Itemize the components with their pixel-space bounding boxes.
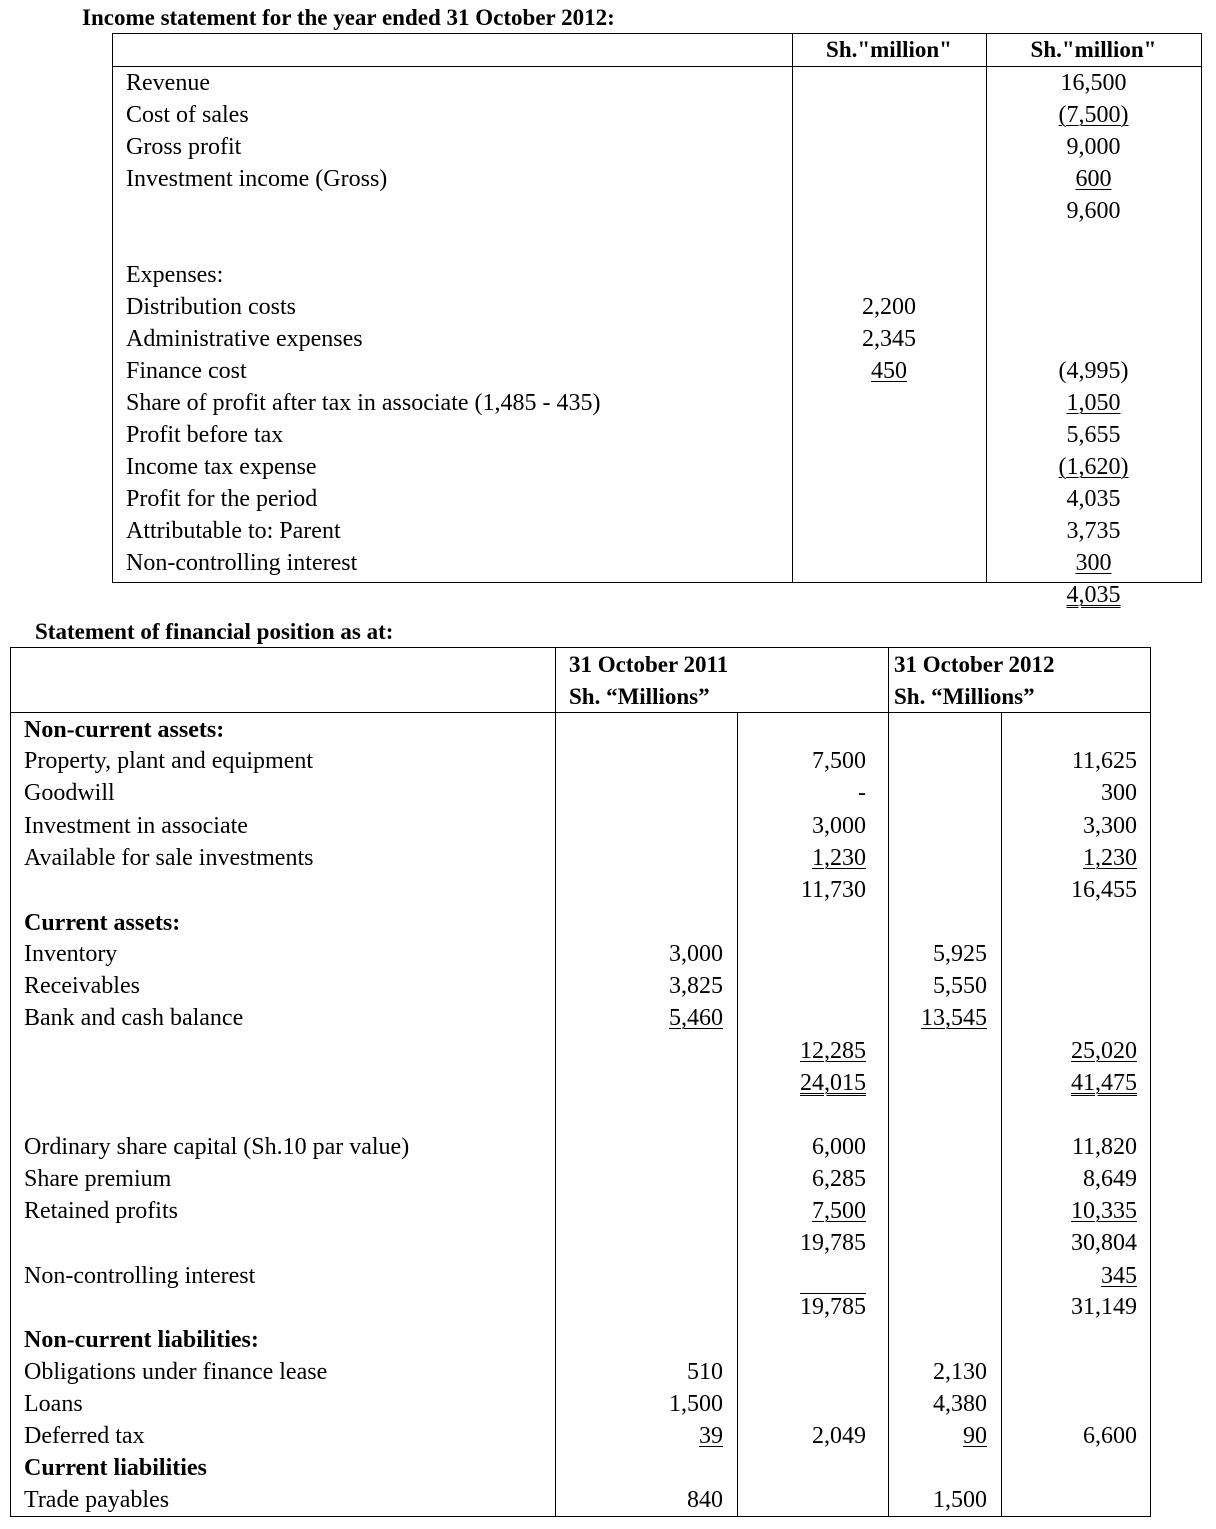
income-row-value-col2: (1,620) xyxy=(1058,454,1129,480)
fp-row-value-c: 5,550 xyxy=(933,973,987,999)
income-row-value-col2: 600 xyxy=(1075,166,1112,192)
fp-row-label: Available for sale investments xyxy=(24,845,314,871)
fp-row-value-c: 5,925 xyxy=(933,941,987,967)
fp-row-label: Receivables xyxy=(24,973,140,999)
income-row-value-col2: 9,600 xyxy=(1066,198,1121,224)
income-row-label: Distribution costs xyxy=(126,294,297,320)
fp-header-2012-unit: Sh. “Millions” xyxy=(894,684,1035,709)
fp-row-value-a: 1,500 xyxy=(669,1391,723,1417)
fp-row-value-b: 6,285 xyxy=(812,1166,866,1192)
fp-row-value-b: 24,015 xyxy=(800,1070,866,1096)
fp-row-value-c: 13,545 xyxy=(921,1005,987,1031)
income-row-label: Administrative expenses xyxy=(126,326,363,352)
income-row-value-col2: 4,035 xyxy=(1066,486,1121,512)
fp-section-heading: Non-current liabilities: xyxy=(24,1327,259,1353)
fp-row-label: Retained profits xyxy=(24,1198,178,1224)
fp-row-label: Deferred tax xyxy=(24,1423,145,1449)
income-row-label: Gross profit xyxy=(126,134,242,160)
fp-row-value-a: 39 xyxy=(699,1423,723,1449)
fp-row-value-d: 10,335 xyxy=(1071,1198,1137,1224)
fp-col-divider-sub-1 xyxy=(737,712,738,1517)
fp-row-value-b: 7,500 xyxy=(812,748,866,774)
fp-row-value-b: 12,285 xyxy=(800,1038,866,1064)
income-row-value-col1: 2,345 xyxy=(862,326,916,352)
income-row-value-col2: (7,500) xyxy=(1058,102,1129,128)
fp-row-value-c: 90 xyxy=(963,1423,987,1449)
income-row-value-col2: 300 xyxy=(1075,550,1112,576)
income-row-label: Profit before tax xyxy=(126,422,284,448)
income-row-value-col2: (4,995) xyxy=(1058,358,1129,384)
fp-row-value-b: 7,500 xyxy=(812,1198,866,1224)
fp-row-label: Property, plant and equipment xyxy=(24,748,314,774)
fp-row-value-a: 840 xyxy=(687,1487,723,1513)
fp-row-label: Share premium xyxy=(24,1166,172,1192)
fp-row-value-d: 25,020 xyxy=(1071,1038,1137,1064)
income-row-label: Share of profit after tax in associate (1,485 - 435) xyxy=(126,390,601,416)
fp-section-heading: Non-current assets: xyxy=(24,717,225,743)
fp-row-value-b: 3,000 xyxy=(812,813,866,839)
fp-row-value-b: - xyxy=(858,780,866,806)
fp-row-label: Trade payables xyxy=(24,1487,170,1513)
fp-row-value-b: 1,230 xyxy=(812,845,866,871)
fp-row-label: Bank and cash balance xyxy=(24,1005,244,1031)
income-row-value-col2: 5,655 xyxy=(1066,422,1121,448)
fp-row-value-b: 19,785 xyxy=(800,1230,866,1256)
fp-section-heading: Current assets: xyxy=(24,910,181,936)
fp-header-2011-unit: Sh. “Millions” xyxy=(569,684,710,709)
fp-row-value-b: 19,785 xyxy=(800,1294,866,1320)
fp-row-value-b: 2,049 xyxy=(812,1423,866,1449)
income-row-label: Income tax expense xyxy=(126,454,317,480)
fp-row-value-d: 11,820 xyxy=(1071,1134,1137,1160)
fp-section-heading: Current liabilities xyxy=(24,1455,207,1481)
fp-row-label: Goodwill xyxy=(24,780,115,806)
income-row-label: Expenses: xyxy=(126,262,224,288)
fp-row-value-d: 345 xyxy=(1101,1263,1137,1289)
income-row-value-col2: 4,035 xyxy=(1066,582,1121,608)
fp-row-value-b: 6,000 xyxy=(812,1134,866,1160)
fp-header-2011-date: 31 October 2011 xyxy=(569,652,729,677)
income-row-label: Cost of sales xyxy=(126,102,249,128)
income-row-value-col1: 450 xyxy=(871,358,907,384)
income-row-value-col2: 9,000 xyxy=(1066,134,1121,160)
financial-position-title: Statement of financial position as at: xyxy=(35,619,394,644)
income-row-label: Finance cost xyxy=(126,358,247,384)
fp-row-value-d: 6,600 xyxy=(1083,1423,1137,1449)
fp-row-value-d: 16,455 xyxy=(1071,877,1137,903)
fp-row-value-a: 510 xyxy=(687,1359,723,1385)
fp-row-label: Non-controlling interest xyxy=(24,1263,256,1289)
income-col-header-1: Sh."million" xyxy=(826,37,952,62)
fp-row-value-d: 30,804 xyxy=(1071,1230,1137,1256)
fp-row-value-c: 1,500 xyxy=(933,1487,987,1513)
fp-row-value-a: 3,825 xyxy=(669,973,723,999)
income-col-header-2: Sh."million" xyxy=(1030,37,1157,62)
income-row-label: Profit for the period xyxy=(126,486,318,512)
fp-row-label: Ordinary share capital (Sh.10 par value) xyxy=(24,1134,410,1160)
fp-row-label: Loans xyxy=(24,1391,83,1417)
fp-row-value-b: 11,730 xyxy=(800,877,866,903)
income-row-label: Investment income (Gross) xyxy=(126,166,388,192)
fp-row-value-d: 8,649 xyxy=(1083,1166,1137,1192)
income-statement-title: Income statement for the year ended 31 October 2012: xyxy=(82,5,615,30)
fp-row-value-d: 41,475 xyxy=(1071,1070,1137,1096)
income-row-value-col2: 1,050 xyxy=(1066,390,1121,416)
income-row-value-col2: 3,735 xyxy=(1066,518,1121,544)
fp-row-value-d: 11,625 xyxy=(1071,748,1137,774)
fp-col-divider-sub-2 xyxy=(1001,712,1002,1517)
fp-header-2012-date: 31 October 2012 xyxy=(894,652,1055,677)
fp-col-divider-main-2 xyxy=(888,647,889,1517)
income-row-value-col2: 16,500 xyxy=(1060,70,1127,96)
income-row-label: Attributable to: Parent xyxy=(126,518,341,544)
fp-row-value-a: 3,000 xyxy=(669,941,723,967)
fp-row-label: Obligations under finance lease xyxy=(24,1359,328,1385)
fp-row-label: Investment in associate xyxy=(24,813,248,839)
fp-row-label: Inventory xyxy=(24,941,118,967)
fp-row-value-c: 4,380 xyxy=(933,1391,987,1417)
fp-row-value-c: 2,130 xyxy=(933,1359,987,1385)
fp-row-value-d: 300 xyxy=(1101,780,1137,806)
fp-row-value-a: 5,460 xyxy=(669,1005,723,1031)
fp-row-value-d: 1,230 xyxy=(1083,845,1137,871)
income-row-value-col1: 2,200 xyxy=(862,294,916,320)
fp-row-value-d: 31,149 xyxy=(1071,1294,1137,1320)
income-row-label: Revenue xyxy=(126,70,210,96)
income-row-label: Non-controlling interest xyxy=(126,550,358,576)
fp-col-divider-main-1 xyxy=(555,647,556,1517)
fp-row-value-d: 3,300 xyxy=(1083,813,1137,839)
